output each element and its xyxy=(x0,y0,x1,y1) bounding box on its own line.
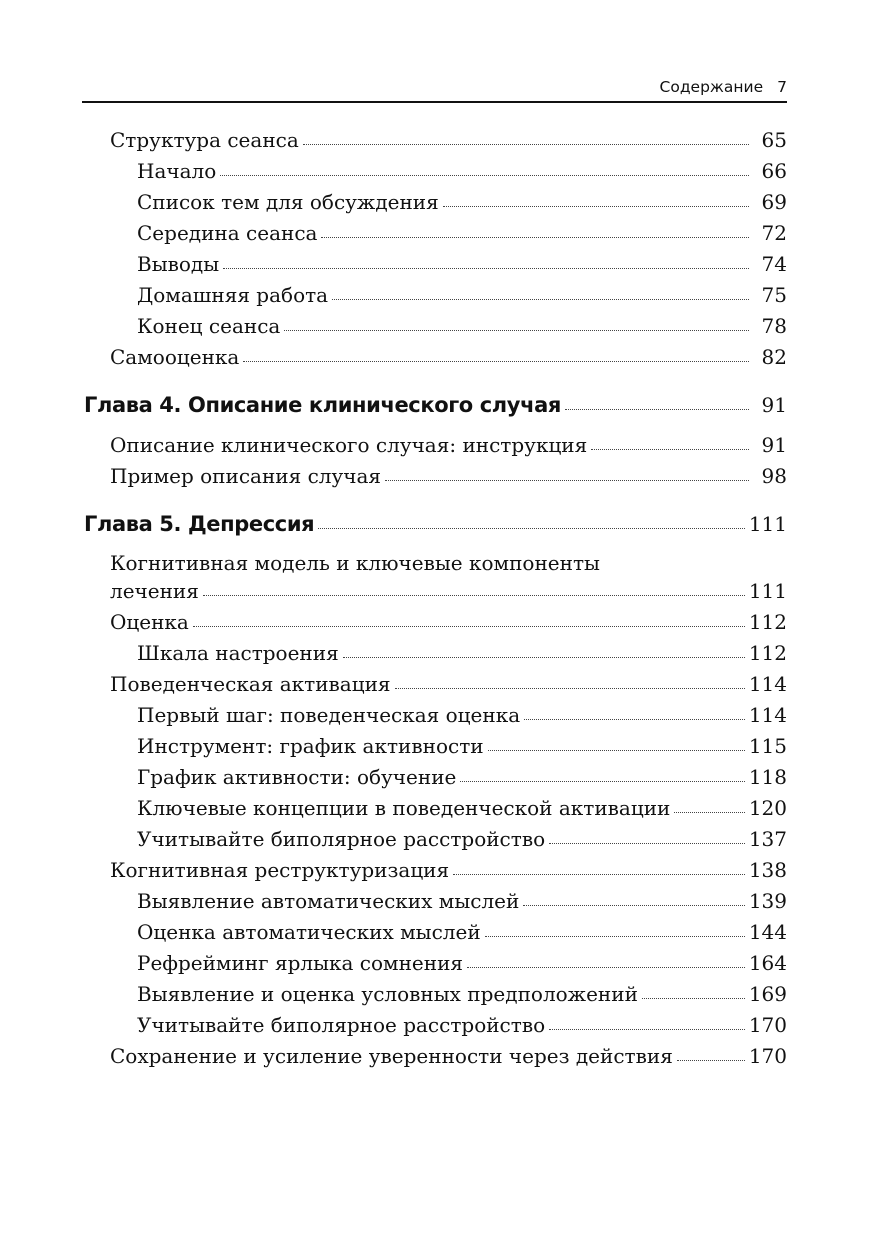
toc-entry-title: Самооценка xyxy=(110,345,240,369)
dot-leader xyxy=(243,361,749,362)
running-header xyxy=(82,76,787,100)
dot-leader xyxy=(488,750,745,751)
toc-entry-page: 112 xyxy=(748,610,787,634)
toc-entry-title: Ключевые концепции в поведенческой активации xyxy=(137,796,671,820)
toc-entry-page: 139 xyxy=(748,889,787,913)
toc-entry-page: 115 xyxy=(748,734,787,758)
toc-entry-page: 65 xyxy=(761,128,787,152)
toc-chapter-4[interactable] xyxy=(82,390,787,421)
dot-leader xyxy=(524,719,745,720)
toc-entry-title: Начало xyxy=(137,159,217,183)
toc-entry-page: 118 xyxy=(748,765,787,789)
toc-entry-title: Первый шаг: поведенческая оценка xyxy=(137,703,521,727)
dot-leader xyxy=(549,1029,745,1030)
dot-leader xyxy=(223,268,749,269)
dot-leader xyxy=(303,144,749,145)
toc-entry-line1[interactable]: Когнитивная модель и ключевые компоненты xyxy=(110,551,600,575)
toc-entry-page: 66 xyxy=(761,159,787,183)
toc-entry-title: Описание клинического случая: инструкция xyxy=(110,433,588,457)
header-rule xyxy=(82,101,787,103)
toc-entry-page: 144 xyxy=(748,920,787,944)
chapter-title: Глава 5. Депрессия xyxy=(84,512,315,536)
toc-entry[interactable] xyxy=(82,430,787,461)
toc-entry-title: Шкала настроения xyxy=(137,641,339,665)
toc-entry[interactable] xyxy=(82,342,787,373)
toc-entry[interactable] xyxy=(82,1010,787,1041)
dot-leader xyxy=(385,480,749,481)
toc-entry-page: 170 xyxy=(748,1044,787,1068)
toc-entry-page: 112 xyxy=(748,641,787,665)
toc-entry-title: Учитывайте биполярное расстройство xyxy=(137,1013,546,1037)
toc-entry-title: Конец сеанса xyxy=(137,314,281,338)
toc-entry-page: 91 xyxy=(761,433,787,457)
toc-entry[interactable] xyxy=(82,461,787,492)
chapter-page: 91 xyxy=(761,393,787,417)
toc-entry[interactable] xyxy=(82,700,787,731)
toc-entry-page: 120 xyxy=(748,796,787,820)
dot-leader xyxy=(453,874,745,875)
toc-entry-title: Поведенческая активация xyxy=(110,672,391,696)
dot-leader xyxy=(321,237,749,238)
dot-leader xyxy=(565,409,749,410)
toc-entry[interactable] xyxy=(82,793,787,824)
dot-leader xyxy=(467,967,745,968)
toc-entry-page: 137 xyxy=(748,827,787,851)
toc-entry[interactable] xyxy=(82,917,787,948)
toc-entry[interactable] xyxy=(82,762,787,793)
toc-entry-page: 164 xyxy=(748,951,787,975)
toc-entry[interactable] xyxy=(82,249,787,280)
dot-leader xyxy=(284,330,749,331)
toc-entry-title: Середина сеанса xyxy=(137,221,318,245)
dot-leader xyxy=(460,781,744,782)
toc-entry-page: 75 xyxy=(761,283,787,307)
toc-entry-title: Сохранение и усиление уверенности через действия xyxy=(110,1044,673,1068)
toc-entry-title: График активности: обучение xyxy=(137,765,457,789)
toc-entry-page: 111 xyxy=(748,579,787,603)
toc-entry[interactable] xyxy=(82,187,787,218)
toc-entry[interactable] xyxy=(82,311,787,342)
dot-leader xyxy=(395,688,745,689)
toc-entry-title: Выявление и оценка условных предположений xyxy=(137,982,638,1006)
dot-leader xyxy=(549,843,745,844)
toc-entry[interactable] xyxy=(82,948,787,979)
toc-entry-page: 138 xyxy=(748,858,787,882)
dot-leader xyxy=(443,206,749,207)
toc-entry-page: 74 xyxy=(761,252,787,276)
header-text xyxy=(660,78,787,96)
toc-entry-page: 69 xyxy=(761,190,787,214)
toc-entry[interactable] xyxy=(82,576,787,607)
toc-entry-page: 72 xyxy=(761,221,787,245)
toc-entry-title: Рефрейминг ярлыка сомнения xyxy=(137,951,464,975)
toc-entry[interactable] xyxy=(82,886,787,917)
chapter-title: Глава 4. Описание клинического случая xyxy=(84,393,561,417)
toc-entry[interactable] xyxy=(82,280,787,311)
header-page-number: 7 xyxy=(777,78,787,96)
header-title: Содержание xyxy=(659,78,764,96)
toc-entry-page: 170 xyxy=(748,1013,787,1037)
toc-entry[interactable] xyxy=(82,1041,787,1072)
toc-entry-title: Пример описания случая xyxy=(110,464,382,488)
toc-entry-page: 114 xyxy=(748,703,787,727)
toc-entry-page: 114 xyxy=(748,672,787,696)
toc-entry-title: Оценка автоматических мыслей xyxy=(137,920,481,944)
toc-entry-title: Учитывайте биполярное расстройство xyxy=(137,827,546,851)
toc-entry-title: Список тем для обсуждения xyxy=(137,190,439,214)
toc-entry-title: Когнитивная реструктуризация xyxy=(110,858,450,882)
toc-entry-page: 82 xyxy=(761,345,787,369)
toc-entry[interactable] xyxy=(82,855,787,886)
chapter-page: 111 xyxy=(748,512,787,536)
dot-leader xyxy=(674,812,744,813)
toc-entry-page: 98 xyxy=(761,464,787,488)
toc-entry[interactable] xyxy=(82,156,787,187)
dot-leader xyxy=(677,1060,745,1061)
toc-entry-title: Структура сеанса xyxy=(110,128,299,152)
dot-leader xyxy=(318,528,745,529)
toc-entry-title: Оценка xyxy=(110,610,189,634)
toc-entry[interactable] xyxy=(82,125,787,156)
toc-entry-page: 169 xyxy=(748,982,787,1006)
dot-leader xyxy=(343,657,745,658)
dot-leader xyxy=(220,175,749,176)
toc-entry[interactable] xyxy=(82,218,787,249)
toc-entry[interactable] xyxy=(82,979,787,1010)
toc-entry[interactable] xyxy=(82,607,787,638)
dot-leader xyxy=(203,595,745,596)
toc-entry-page: 78 xyxy=(761,314,787,338)
dot-leader xyxy=(193,626,745,627)
toc-entry-title: Выводы xyxy=(137,252,220,276)
table-of-contents xyxy=(82,125,787,1072)
toc-entry-title: Домашняя работа xyxy=(137,283,329,307)
toc-chapter-5[interactable] xyxy=(82,509,787,540)
dot-leader xyxy=(642,998,745,999)
toc-entry[interactable] xyxy=(82,731,787,762)
toc-entry[interactable] xyxy=(82,824,787,855)
dot-leader xyxy=(332,299,749,300)
toc-entry-title: Инструмент: график активности xyxy=(137,734,484,758)
toc-entry[interactable] xyxy=(82,669,787,700)
toc-entry-title: Выявление автоматических мыслей xyxy=(137,889,520,913)
dot-leader xyxy=(591,449,749,450)
toc-entry[interactable] xyxy=(82,638,787,669)
dot-leader xyxy=(485,936,745,937)
dot-leader xyxy=(523,905,744,906)
toc-entry-title: лечения xyxy=(110,579,199,603)
